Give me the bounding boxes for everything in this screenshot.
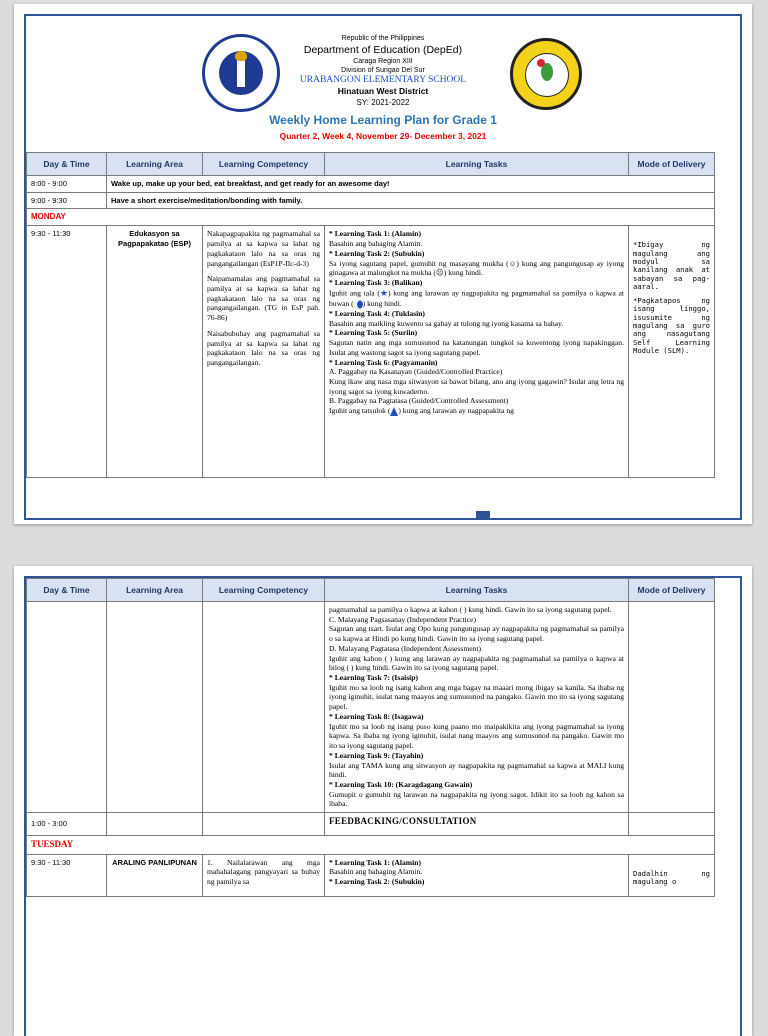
task-text: Sagutan ang tsart. Isulat ang Opo kung pangungusap ay nagpapakita ng pagmamahal sa pamilya o sa kapwa at Hindi po kung hindi. Gawin ito sa iyong sagutang papel. (329, 624, 624, 644)
task-heading: * Learning Task 3: (Balikan) (329, 278, 423, 288)
task-text: B. Paggabay na Pagtatasa (Guided/Controlled Assessment) (329, 396, 509, 406)
task-heading: * Learning Task 8: (Isagawa) (329, 711, 424, 721)
task-text: D. Malayang Pagtatasa (Independent Assessment) (329, 643, 482, 653)
task-text: Iguhit mo sa loob ng isang kahon ang mga bagay na maaari mong ibigay sa kanila. Sa ibaba ng iyong iginuhit, isulat nang maayos ang sumusunod na pangako. Gawin mo ito sa iyong sagutang papel. (329, 682, 624, 712)
mode-of-delivery (629, 854, 715, 896)
task-text: Basahin ang maikling kuwento sa gabay at tulong ng iyong kasama sa bahay. (329, 318, 564, 328)
task-text-part: Iguhit ang tatsulok ( (329, 406, 391, 416)
col-header-mode-of-delivery: Mode of Delivery (629, 579, 715, 602)
task-heading: * Learning Task 7: (Isaisip) (329, 673, 419, 683)
star-icon: ★ (379, 287, 388, 298)
header-division: Division of Surigao Del Sur (341, 67, 425, 74)
feedback-label: FEEDBACKING/CONSULTATION (325, 813, 629, 836)
plan-title: Weekly Home Learning Plan for Grade 1 (269, 113, 497, 127)
learning-plan-table (26, 152, 715, 478)
task-text-part: ) kung hindi. (362, 299, 402, 309)
task-heading: * Learning Task 5: (Suriin) (329, 328, 418, 338)
mode-text: *Pagkatapos ng isang linggo, isusumite ng magulang sa guro ang nasagutang Self Learning Module (SLM). (633, 296, 710, 355)
document-page-2 (14, 566, 752, 1036)
table-row-esp (27, 226, 715, 478)
task-heading: * Learning Task 9: (Tayahin) (329, 750, 424, 760)
row-activity: Have a short exercise/meditation/bonding with family. (107, 192, 715, 209)
col-header-mode-of-delivery: Mode of Delivery (629, 153, 715, 176)
mode-text: *Ibigay ng magulang ang modyul sa kanilang anak at sabayan sa pag-aaral. (633, 240, 710, 291)
task-text (329, 406, 624, 416)
table-row-feedback (27, 813, 715, 836)
header-department: Department of Education (DepEd) (303, 44, 463, 56)
learning-area: ARALING PANLIPUNAN (107, 854, 203, 896)
learning-area: Edukasyon sa Pagpapakatao (ESP) (107, 226, 203, 478)
task-heading: * Learning Task 1: (Alamin) (329, 229, 421, 239)
table-row-ap (27, 854, 715, 896)
header-district: Hinatuan West District (337, 86, 429, 96)
competency-text: Naipamamalas ang pagmamahal sa pamilya at sa kapwa sa lahat ng pagkakataon lalo na sa oras ng pangangailangan. (TG in EsP pah. 76-86) (207, 274, 320, 323)
col-header-learning-area: Learning Area (107, 579, 203, 602)
task-text: Iguhit mo sa loob ng isang puso kung paano mo maipakikita ang iyong pagmamahal sa iyong kapwa. Sa ibaba ng iyong iginuhit, isulat nang maayos ang sumusunod na pangako. Gawin mo ito sa iyong sagutang papel. (329, 721, 624, 751)
col-header-learning-competency: Learning Competency (203, 579, 325, 602)
task-heading: * Learning Task 10: (Karagdagang Gawain) (329, 779, 473, 789)
table-resize-handle[interactable] (476, 511, 490, 519)
col-header-learning-competency: Learning Competency (203, 153, 325, 176)
task-heading: * Learning Task 1: (Alamin) (329, 857, 421, 867)
task-text-part: ) kung ang larawan ay nagpapakita ng pagmamahal sa pamilya o kapwa at buwan ( (329, 288, 624, 309)
learning-tasks (325, 854, 629, 896)
col-header-learning-area: Learning Area (107, 153, 203, 176)
learning-tasks (325, 226, 629, 478)
task-text: Sa iyong sagutang papel, gumuhit ng masayang mukha (☺) kung ang pangungusap ay iyong ginagawa at malungkot na mukha (☹) kung hindi. (329, 258, 624, 278)
day-row-monday (27, 209, 715, 226)
col-header-day-time: Day & Time (27, 579, 107, 602)
task-text: pagmamahal sa pamilya o kapwa at kahon ( ) kung hindi. Gawin ito sa iyong sagutang papel. (329, 605, 612, 614)
task-text (329, 288, 624, 309)
col-header-day-time: Day & Time (27, 153, 107, 176)
plan-quarter: Quarter 2, Week 4, November 29- December 3, 2021 (279, 131, 487, 141)
task-text: Sagutan natin ang mga sumusunod na katanungan tungkol sa kuwentong iyong napakinggan. Isulat ang wastong sagot sa iyong sagutang papel. (329, 338, 624, 357)
learning-competency (203, 854, 325, 896)
header-school: URABANGON ELEMENTARY SCHOOL (299, 75, 467, 85)
competency-text: Nakapagpapakita ng pagmamahal sa pamilya at sa kapwa sa lahat ng pagkakataon lalo na sa oras ng pangangailangan (EsP1P-IIc-d-3) (207, 229, 320, 268)
row-time: 1:00 - 3:00 (27, 813, 107, 836)
task-text: C. Malayang Pagsasanay (Independent Practice) (329, 614, 476, 624)
competency-text: Naisabubuhay ang pagmamahal sa pamilya at sa kapwa sa lahat ng pagkakataon lalo na sa oras ng pangangailangan. (207, 328, 320, 368)
task-text: Gumupit o gumuhit ng larawan na nagpapakita ng iyong sagot. Idikit ito sa loob ng kahon sa ibaba. (329, 789, 624, 809)
table-header-row (27, 579, 715, 602)
day-row-tuesday (27, 836, 715, 855)
row-activity: Wake up, make up your bed, eat breakfast, and get ready for an awesome day! (107, 176, 715, 193)
task-text: Basahin ang bahaging Alamin. (329, 239, 423, 249)
moon-icon (354, 300, 363, 309)
task-text-part: ) kung ang larawan ay nagpapakita ng (398, 406, 514, 416)
row-time: 9:30 - 11:30 (27, 854, 107, 896)
task-text-part: Iguhit ang tala ( (329, 288, 380, 298)
day-label: MONDAY (27, 209, 715, 226)
table-row-esp-continued (27, 602, 715, 813)
header-region: Caraga Region XIII (353, 58, 413, 65)
document-page-1 (14, 4, 752, 524)
task-heading: * Learning Task 2: (Subukin) (329, 877, 425, 887)
competency-text: 1. Nailalarawan ang mga mahahalagang pangyayari sa buhay ng pamilya sa (207, 857, 320, 887)
task-heading: * Learning Task 4: (Tuklasin) (329, 309, 425, 318)
task-text: Basahin ang bahaging Alamin. (329, 867, 423, 877)
row-time: 8:00 - 9:00 (27, 176, 107, 193)
task-text: Isulat ang TAMA kung ang sitwasyon ay nagpapakita ng pagmamahal sa kapwa at MALI kung hindi. (329, 760, 624, 780)
table-header-row (27, 153, 715, 176)
task-text: Kung ikaw ang nasa mga sitwasyon sa bawat bilang, ano ang iyong gagawin? Isulat ang letra ng iyong sagot sa iyong kuwaderno. (329, 377, 624, 396)
learning-competency (203, 226, 325, 478)
col-header-learning-tasks: Learning Tasks (325, 153, 629, 176)
table-row (27, 176, 715, 193)
task-text: Iguhit ang kahon ( ) kung ang larawan ay nagpapakita ng pagmamahal sa pamilya o kapwa at bilog ( ) kung hindi. Gawin ito sa iyong sagutang papel. (329, 653, 624, 673)
row-time: 9:00 - 9:30 (27, 192, 107, 209)
learning-plan-table-continued (26, 578, 715, 897)
learning-tasks (325, 602, 629, 813)
task-heading: * Learning Task 6: (Pagyamanin) (329, 357, 438, 367)
task-text: A. Paggabay na Kasanayan (Guided/Controlled Practice) (329, 367, 503, 377)
mode-of-delivery (629, 226, 715, 478)
header-republic: Republic of the Philippines (341, 35, 425, 42)
col-header-learning-tasks: Learning Tasks (325, 579, 629, 602)
task-heading: * Learning Task 2: (Subukin) (329, 248, 425, 258)
mode-text: Dadalhin ng magulang o (633, 868, 710, 886)
row-time: 9:30 - 11:30 (27, 226, 107, 478)
day-label: TUESDAY (27, 836, 715, 855)
table-row (27, 192, 715, 209)
header-sy: SY: 2021-2022 (356, 98, 410, 107)
